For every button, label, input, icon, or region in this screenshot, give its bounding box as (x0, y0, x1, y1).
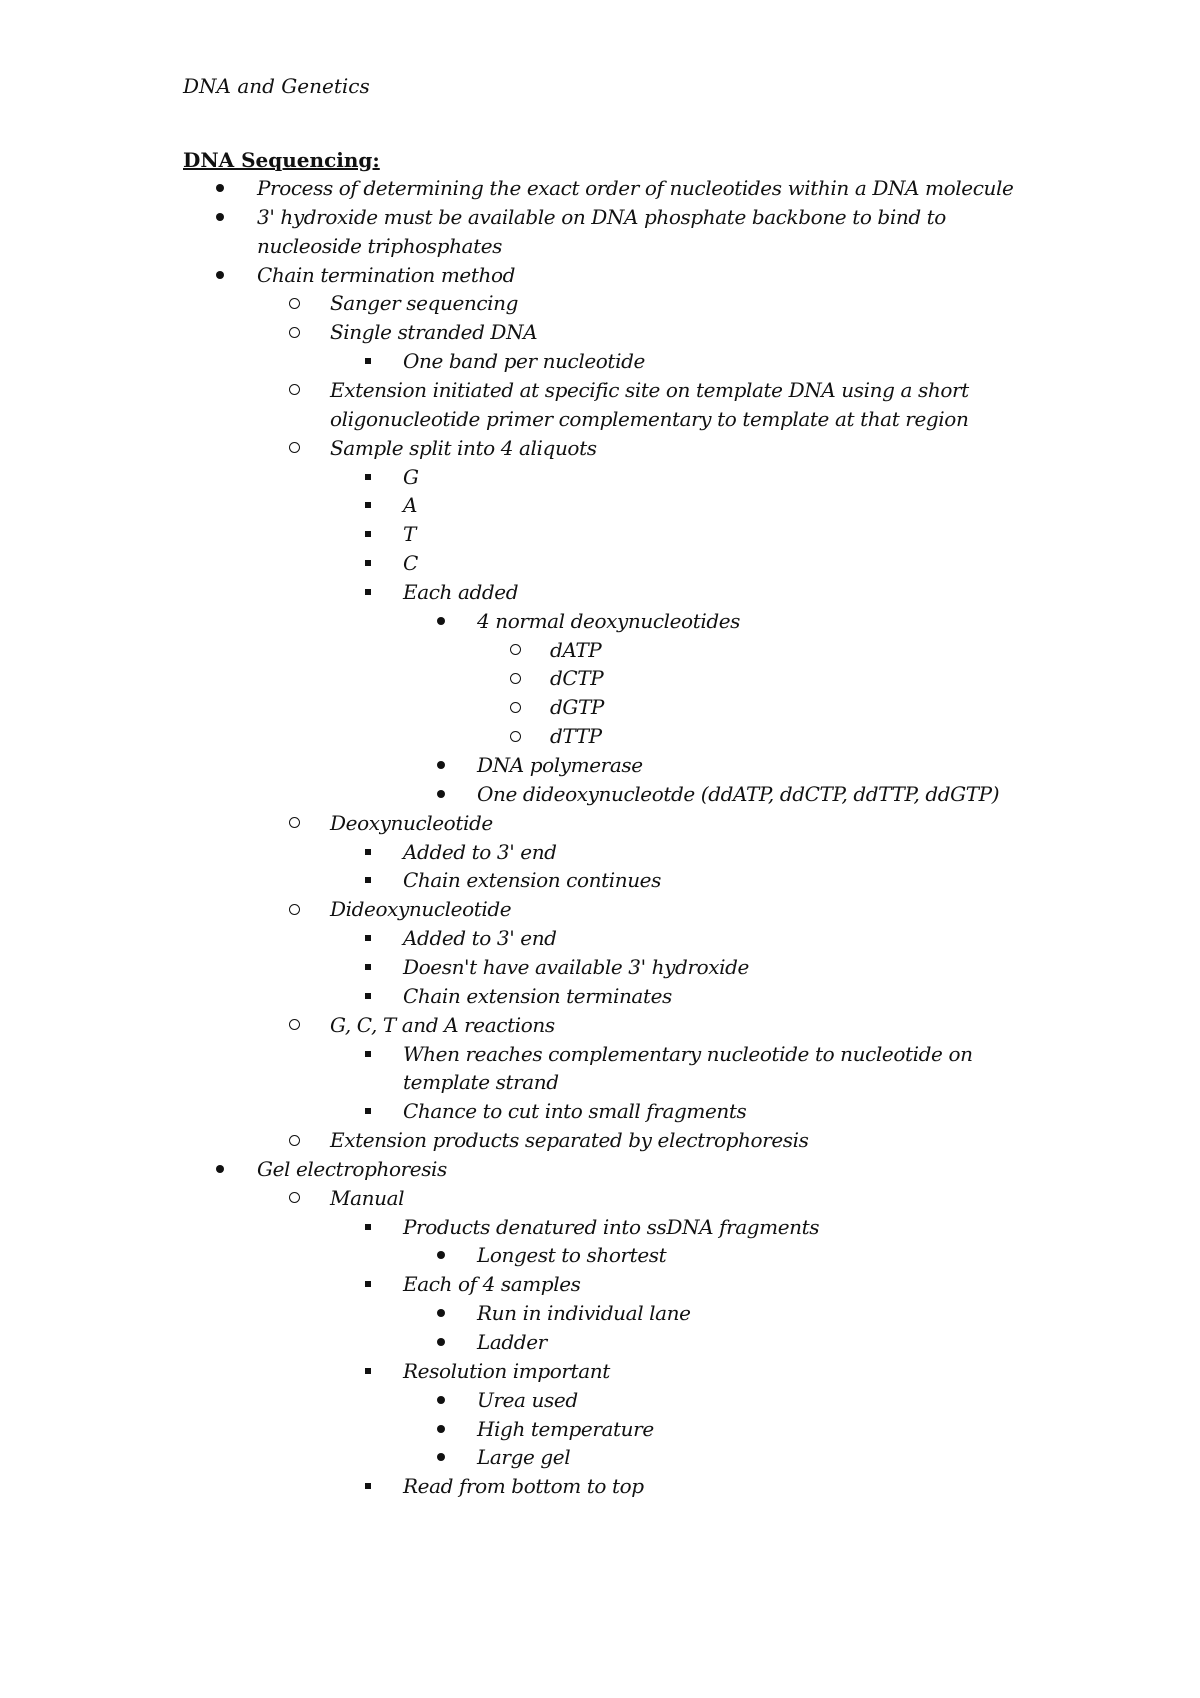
bullet-square-icon (365, 964, 371, 970)
bullet-circle-icon (510, 702, 521, 713)
list-item: Manual (330, 1185, 405, 1210)
list-item: 3' hydroxide must be available on DNA phosphate backbone to bind to (257, 204, 946, 229)
bullet-disc-icon (437, 761, 445, 769)
bullet-disc-icon (216, 184, 224, 192)
page-header: DNA and Genetics (183, 74, 370, 98)
bullet-square-icon (365, 877, 371, 883)
list-item: oligonucleotide primer complementary to template at that region (330, 406, 969, 431)
bullet-square-icon (365, 589, 371, 595)
list-item: Longest to shortest (477, 1243, 667, 1268)
bullet-square-icon (365, 1483, 371, 1489)
bullet-disc-icon (437, 1251, 445, 1259)
bullet-disc-icon (437, 1396, 445, 1404)
bullet-circle-icon (289, 442, 300, 453)
bullet-square-icon (365, 358, 371, 364)
bullet-square-icon (365, 502, 371, 508)
section-heading: DNA Sequencing: (183, 148, 380, 172)
list-item: When reaches complementary nucleotide to nucleotide on (403, 1041, 973, 1066)
bullet-square-icon (365, 993, 371, 999)
bullet-disc-icon (437, 790, 445, 798)
list-item: Chain extension terminates (403, 983, 672, 1008)
bullet-circle-icon (289, 1019, 300, 1030)
list-item: Deoxynucleotide (330, 810, 493, 835)
list-item: Read from bottom to top (403, 1474, 644, 1499)
list-item: Chain termination method (257, 262, 516, 287)
bullet-square-icon (365, 474, 371, 480)
bullet-disc-icon (437, 1425, 445, 1433)
list-item: 4 normal deoxynucleotides (477, 608, 741, 633)
list-item: dATP (550, 637, 602, 662)
list-item: G (403, 464, 419, 489)
list-item: Products denatured into ssDNA fragments (403, 1214, 820, 1239)
bullet-square-icon (365, 1224, 371, 1230)
bullet-square-icon (365, 1051, 371, 1057)
list-item: Single stranded DNA (330, 320, 538, 345)
list-item: nucleoside triphosphates (257, 233, 503, 258)
list-item: Added to 3' end (403, 839, 557, 864)
bullet-square-icon (365, 935, 371, 941)
bullet-square-icon (365, 531, 371, 537)
bullet-square-icon (365, 560, 371, 566)
list-item: Run in individual lane (477, 1301, 691, 1326)
bullet-disc-icon (216, 1165, 224, 1173)
bullet-circle-icon (289, 327, 300, 338)
bullet-circle-icon (510, 644, 521, 655)
list-item: C (403, 551, 418, 576)
bullet-disc-icon (216, 213, 224, 221)
bullet-circle-icon (510, 673, 521, 684)
list-item: Each added (403, 579, 519, 604)
list-item: Extension products separated by electrophoresis (330, 1128, 809, 1153)
bullet-circle-icon (289, 384, 300, 395)
bullet-circle-icon (289, 817, 300, 828)
bullet-square-icon (365, 1108, 371, 1114)
list-item: Chain extension continues (403, 868, 661, 893)
list-item: Doesn't have available 3' hydroxide (403, 954, 749, 979)
list-item: DNA polymerase (477, 753, 643, 777)
list-item: Dideoxynucleotide (330, 897, 512, 922)
list-item: Gel electrophoresis (257, 1156, 447, 1181)
list-item: Ladder (477, 1330, 547, 1354)
list-item: One dideoxynucleotde (ddATP, ddCTP, ddTTP, ddGTP) (477, 781, 1000, 806)
list-item: Resolution important (403, 1358, 610, 1383)
list-item: Urea used (477, 1387, 578, 1412)
bullet-circle-icon (289, 904, 300, 915)
bullet-square-icon (365, 1281, 371, 1287)
list-item: Chance to cut into small fragments (403, 1099, 747, 1124)
bullet-circle-icon (510, 731, 521, 742)
list-item: A (403, 493, 418, 518)
list-item: Each of 4 samples (403, 1272, 581, 1297)
list-item: Process of determining the exact order of nucleotides within a DNA molecule (257, 176, 1014, 200)
list-item: dTTP (550, 724, 602, 749)
bullet-disc-icon (437, 1338, 445, 1346)
bullet-disc-icon (437, 617, 445, 625)
list-item: dCTP (550, 666, 604, 691)
bullet-circle-icon (289, 1192, 300, 1203)
list-item: dGTP (550, 695, 604, 720)
list-item: Sample split into 4 aliquots (330, 435, 597, 460)
bullet-disc-icon (216, 271, 224, 279)
list-item: Large gel (477, 1445, 571, 1470)
list-item: One band per nucleotide (403, 349, 645, 374)
list-item: G, C, T and A reactions (330, 1012, 555, 1037)
bullet-circle-icon (289, 1135, 300, 1146)
bullet-circle-icon (289, 298, 300, 309)
list-item: Sanger sequencing (330, 291, 519, 316)
bullet-disc-icon (437, 1309, 445, 1317)
bullet-square-icon (365, 849, 371, 855)
list-item: High temperature (477, 1416, 654, 1441)
list-item: Extension initiated at specific site on template DNA using a short (330, 377, 969, 402)
bullet-square-icon (365, 1368, 371, 1374)
bullet-disc-icon (437, 1453, 445, 1461)
list-item: Added to 3' end (403, 926, 557, 951)
list-item: template strand (403, 1070, 559, 1095)
list-item: T (403, 522, 416, 547)
